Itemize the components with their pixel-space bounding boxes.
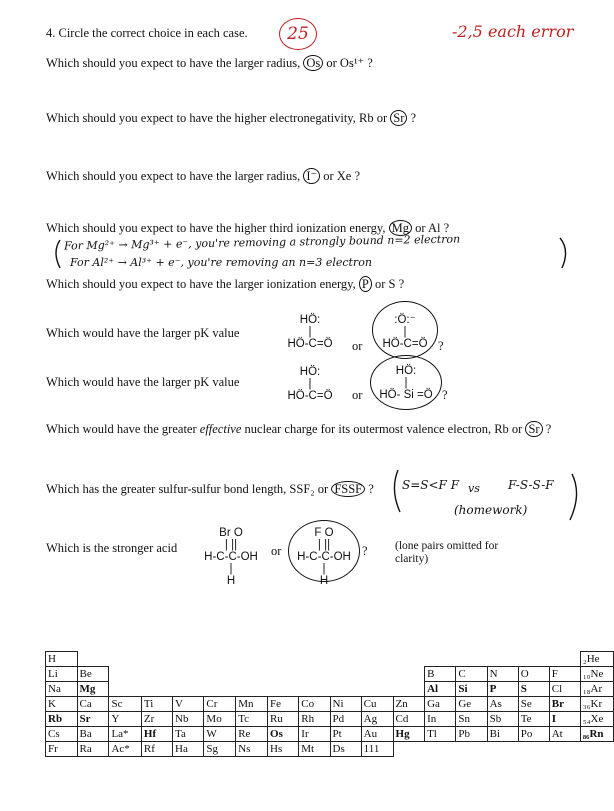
element-cell: S [518, 682, 549, 697]
empty-cell [487, 742, 518, 757]
element-cell: Ag [361, 712, 393, 727]
empty-cell [268, 667, 299, 682]
element-cell: ₈₆Rn [580, 727, 613, 742]
element-cell: Cl [549, 682, 580, 697]
element-cell: Na [46, 682, 78, 697]
element-cell: Pd [330, 712, 361, 727]
score-value: 25 [287, 24, 309, 44]
empty-cell [393, 742, 425, 757]
molecule-bicarbonate[interactable]: :Ö:⁻ | HÖ-C=Ö [372, 301, 438, 359]
acid-note: (lone pairs omitted for clarity) [395, 540, 499, 565]
element-cell: Nb [173, 712, 204, 727]
periodic-row [46, 697, 614, 712]
empty-cell [109, 682, 141, 697]
element-cell: Be [77, 667, 109, 682]
element-cell: 111 [361, 742, 393, 757]
empty-cell [361, 667, 393, 682]
element-cell: K [46, 697, 78, 712]
bond-note-structure-b: F-S-S-F [508, 478, 554, 492]
element-cell: Ns [236, 742, 268, 757]
empty-cell [456, 742, 487, 757]
ionization-note-line2: For Al²⁺ → Al³⁺ + e⁻, you're removing an n=3 electron [70, 256, 372, 269]
empty-cell [204, 667, 236, 682]
question-ss-bond: Which has the greater sulfur-sulfur bond length, SSF₂ or FSSF ? [46, 482, 374, 496]
element-cell: Bi [487, 727, 518, 742]
element-cell: Ni [330, 697, 361, 712]
element-cell: Al [425, 682, 456, 697]
periodic-row [46, 712, 614, 727]
element-cell: Se [518, 697, 549, 712]
periodic-table [45, 651, 614, 757]
element-cell: F [549, 667, 580, 682]
element-cell: Tc [236, 712, 268, 727]
element-cell: C [456, 667, 487, 682]
element-cell: Si [456, 682, 487, 697]
empty-cell [173, 652, 204, 667]
periodic-row [46, 742, 614, 757]
element-cell: Ha [173, 742, 204, 757]
empty-cell [549, 652, 580, 667]
empty-cell [204, 682, 236, 697]
element-cell: Sg [204, 742, 236, 757]
element-cell: Pt [330, 727, 361, 742]
question-ionization-energy: Which should you expect to have the larger ionization energy, P or S ? [46, 277, 405, 291]
empty-cell [268, 652, 299, 667]
choice-al[interactable]: Al [427, 221, 441, 235]
bond-note-vs: vs [468, 482, 480, 495]
element-cell: ₂He [580, 652, 613, 667]
empty-cell [141, 652, 172, 667]
element-cell: Ru [268, 712, 299, 727]
element-cell: Zn [393, 697, 425, 712]
empty-cell [393, 682, 425, 697]
empty-cell [299, 667, 330, 682]
element-cell: I [549, 712, 580, 727]
element-cell: ₅₄Xe [580, 712, 613, 727]
empty-cell [141, 667, 172, 682]
element-cell: La* [109, 727, 141, 742]
empty-cell [77, 652, 109, 667]
empty-cell [330, 652, 361, 667]
empty-cell [393, 652, 425, 667]
element-cell: Cu [361, 697, 393, 712]
or-label: or [271, 544, 282, 558]
element-cell: Mo [204, 712, 236, 727]
empty-cell [361, 652, 393, 667]
element-cell: Mn [236, 697, 268, 712]
choice-rb-2[interactable]: Rb [494, 422, 509, 436]
element-cell: Mg [77, 682, 109, 697]
element-cell: Hg [393, 727, 425, 742]
empty-cell [330, 682, 361, 697]
empty-cell [425, 742, 456, 757]
element-cell: Ba [77, 727, 109, 742]
element-cell: Fr [46, 742, 78, 757]
element-cell: Cs [46, 727, 78, 742]
element-cell: As [487, 697, 518, 712]
element-cell: Re [236, 727, 268, 742]
question-pk-carbonic: Which would have the larger pK value [46, 326, 240, 340]
element-cell: Cd [393, 712, 425, 727]
question-radius-iodide: Which should you expect to have the larger radius, I⁻ or Xe ? [46, 169, 361, 183]
molecule-fluoroacetic-acid[interactable]: F O | || H-C-C-OH | H [288, 520, 360, 582]
element-cell: Sr [77, 712, 109, 727]
empty-cell [299, 682, 330, 697]
element-cell: Au [361, 727, 393, 742]
element-cell: In [425, 712, 456, 727]
element-cell: Po [518, 727, 549, 742]
periodic-row [46, 652, 614, 667]
molecule-bromoacetic-acid[interactable]: Br O | || H-C-C-OH | H [204, 527, 258, 587]
element-cell: W [204, 727, 236, 742]
element-cell: ₁₀Ne [580, 667, 613, 682]
element-cell: H [46, 652, 78, 667]
empty-cell [173, 667, 204, 682]
element-cell: Pb [456, 727, 487, 742]
element-cell: Ac* [109, 742, 141, 757]
element-cell: Tl [425, 727, 456, 742]
element-cell: Ge [456, 697, 487, 712]
empty-cell [393, 667, 425, 682]
choice-os-ion[interactable]: Os¹⁺ [339, 56, 365, 70]
question-effective-charge: Which would have the greater effective nuclear charge for its outermost valence electron, Rb or Sr ? [46, 422, 552, 436]
element-cell: Sc [109, 697, 141, 712]
element-cell: Mt [299, 742, 330, 757]
element-cell: Rb [46, 712, 78, 727]
element-cell: O [518, 667, 549, 682]
empty-cell [109, 667, 141, 682]
empty-cell [299, 652, 330, 667]
deduction-note: -2,5 each error [452, 22, 574, 41]
element-cell: Br [549, 697, 580, 712]
empty-cell [580, 742, 613, 757]
element-cell: Ra [77, 742, 109, 757]
choice-sr-2[interactable]: Sr [525, 421, 542, 437]
molecule-silicic-acid[interactable]: HÖ: | HÖ- Si =Ö [370, 355, 442, 410]
element-cell: Zr [141, 712, 172, 727]
or-label: or [352, 388, 363, 402]
empty-cell [236, 682, 268, 697]
empty-cell [204, 652, 236, 667]
choice-mg[interactable]: Mg [389, 220, 412, 236]
empty-cell [109, 652, 141, 667]
empty-cell [456, 652, 487, 667]
empty-cell [487, 652, 518, 667]
element-cell: ₃₆Kr [580, 697, 613, 712]
empty-cell [549, 742, 580, 757]
element-cell: N [487, 667, 518, 682]
empty-cell [268, 682, 299, 697]
ionization-note-line1: For Mg²⁺ → Mg³⁺ + e⁻, you're removing a strongly bound n=2 electron [63, 232, 461, 253]
instruction-text: Circle the correct choice in each case. [58, 26, 248, 40]
or-label: or [352, 339, 363, 353]
element-cell: Y [109, 712, 141, 727]
empty-cell [141, 682, 172, 697]
element-cell: Ds [330, 742, 361, 757]
choice-iodide[interactable]: I⁻ [303, 168, 320, 184]
bond-note-homework: (homework) [454, 503, 528, 517]
element-cell: Co [299, 697, 330, 712]
element-cell: ₁₈Ar [580, 682, 613, 697]
element-cell: Rf [141, 742, 172, 757]
periodic-row [46, 667, 614, 682]
question-third-ionization: Which should you expect to have the higher third ionization energy, Mg or Al ? [46, 221, 450, 235]
empty-cell [236, 667, 268, 682]
molecule-carbonic-acid-2[interactable]: HÖ: | HÖ-C=Ö [287, 366, 333, 402]
element-cell: Fe [268, 697, 299, 712]
choice-sr[interactable]: Sr [390, 110, 407, 126]
empty-cell [518, 652, 549, 667]
element-cell: Cr [204, 697, 236, 712]
question-pk-silicic: Which would have the larger pK value [46, 375, 240, 389]
element-cell: At [549, 727, 580, 742]
element-cell: Hs [268, 742, 299, 757]
element-cell: Te [518, 712, 549, 727]
question-radius-os: Which should you expect to have the larger radius, Os or Os¹⁺ ? [46, 56, 373, 70]
element-cell: Hf [141, 727, 172, 742]
choice-rb[interactable]: Rb [358, 111, 374, 125]
empty-cell [330, 667, 361, 682]
choice-xe[interactable]: Xe [336, 169, 352, 183]
empty-cell [173, 682, 204, 697]
element-cell: Ca [77, 697, 109, 712]
element-cell: Rh [299, 712, 330, 727]
empty-cell [361, 682, 393, 697]
element-cell: V [173, 697, 204, 712]
empty-cell [518, 742, 549, 757]
empty-cell [425, 652, 456, 667]
choice-fssf[interactable]: FSSF [331, 481, 365, 497]
element-cell: Ti [141, 697, 172, 712]
choice-s[interactable]: S [388, 277, 396, 291]
periodic-row [46, 727, 614, 742]
element-cell: Sb [487, 712, 518, 727]
element-cell: B [425, 667, 456, 682]
element-cell: P [487, 682, 518, 697]
element-cell: Li [46, 667, 78, 682]
periodic-row [46, 682, 614, 697]
choice-os[interactable]: Os [303, 55, 323, 71]
element-cell: Os [268, 727, 299, 742]
element-cell: Sn [456, 712, 487, 727]
element-cell: Ta [173, 727, 204, 742]
question-stronger-acid: Which is the stronger acid [46, 541, 178, 555]
question-number: 4. [46, 26, 56, 40]
bond-note-structure-a: S=S<F F [402, 478, 460, 492]
empty-cell [236, 652, 268, 667]
element-cell: Ga [425, 697, 456, 712]
choice-p[interactable]: P [359, 276, 372, 292]
question-electronegativity: Which should you expect to have the higher electronegativity, Rb or Sr ? [46, 111, 417, 125]
element-cell: Ir [299, 727, 330, 742]
molecule-carbonic-acid[interactable]: HÖ: | HÖ-C=Ö [287, 314, 333, 350]
